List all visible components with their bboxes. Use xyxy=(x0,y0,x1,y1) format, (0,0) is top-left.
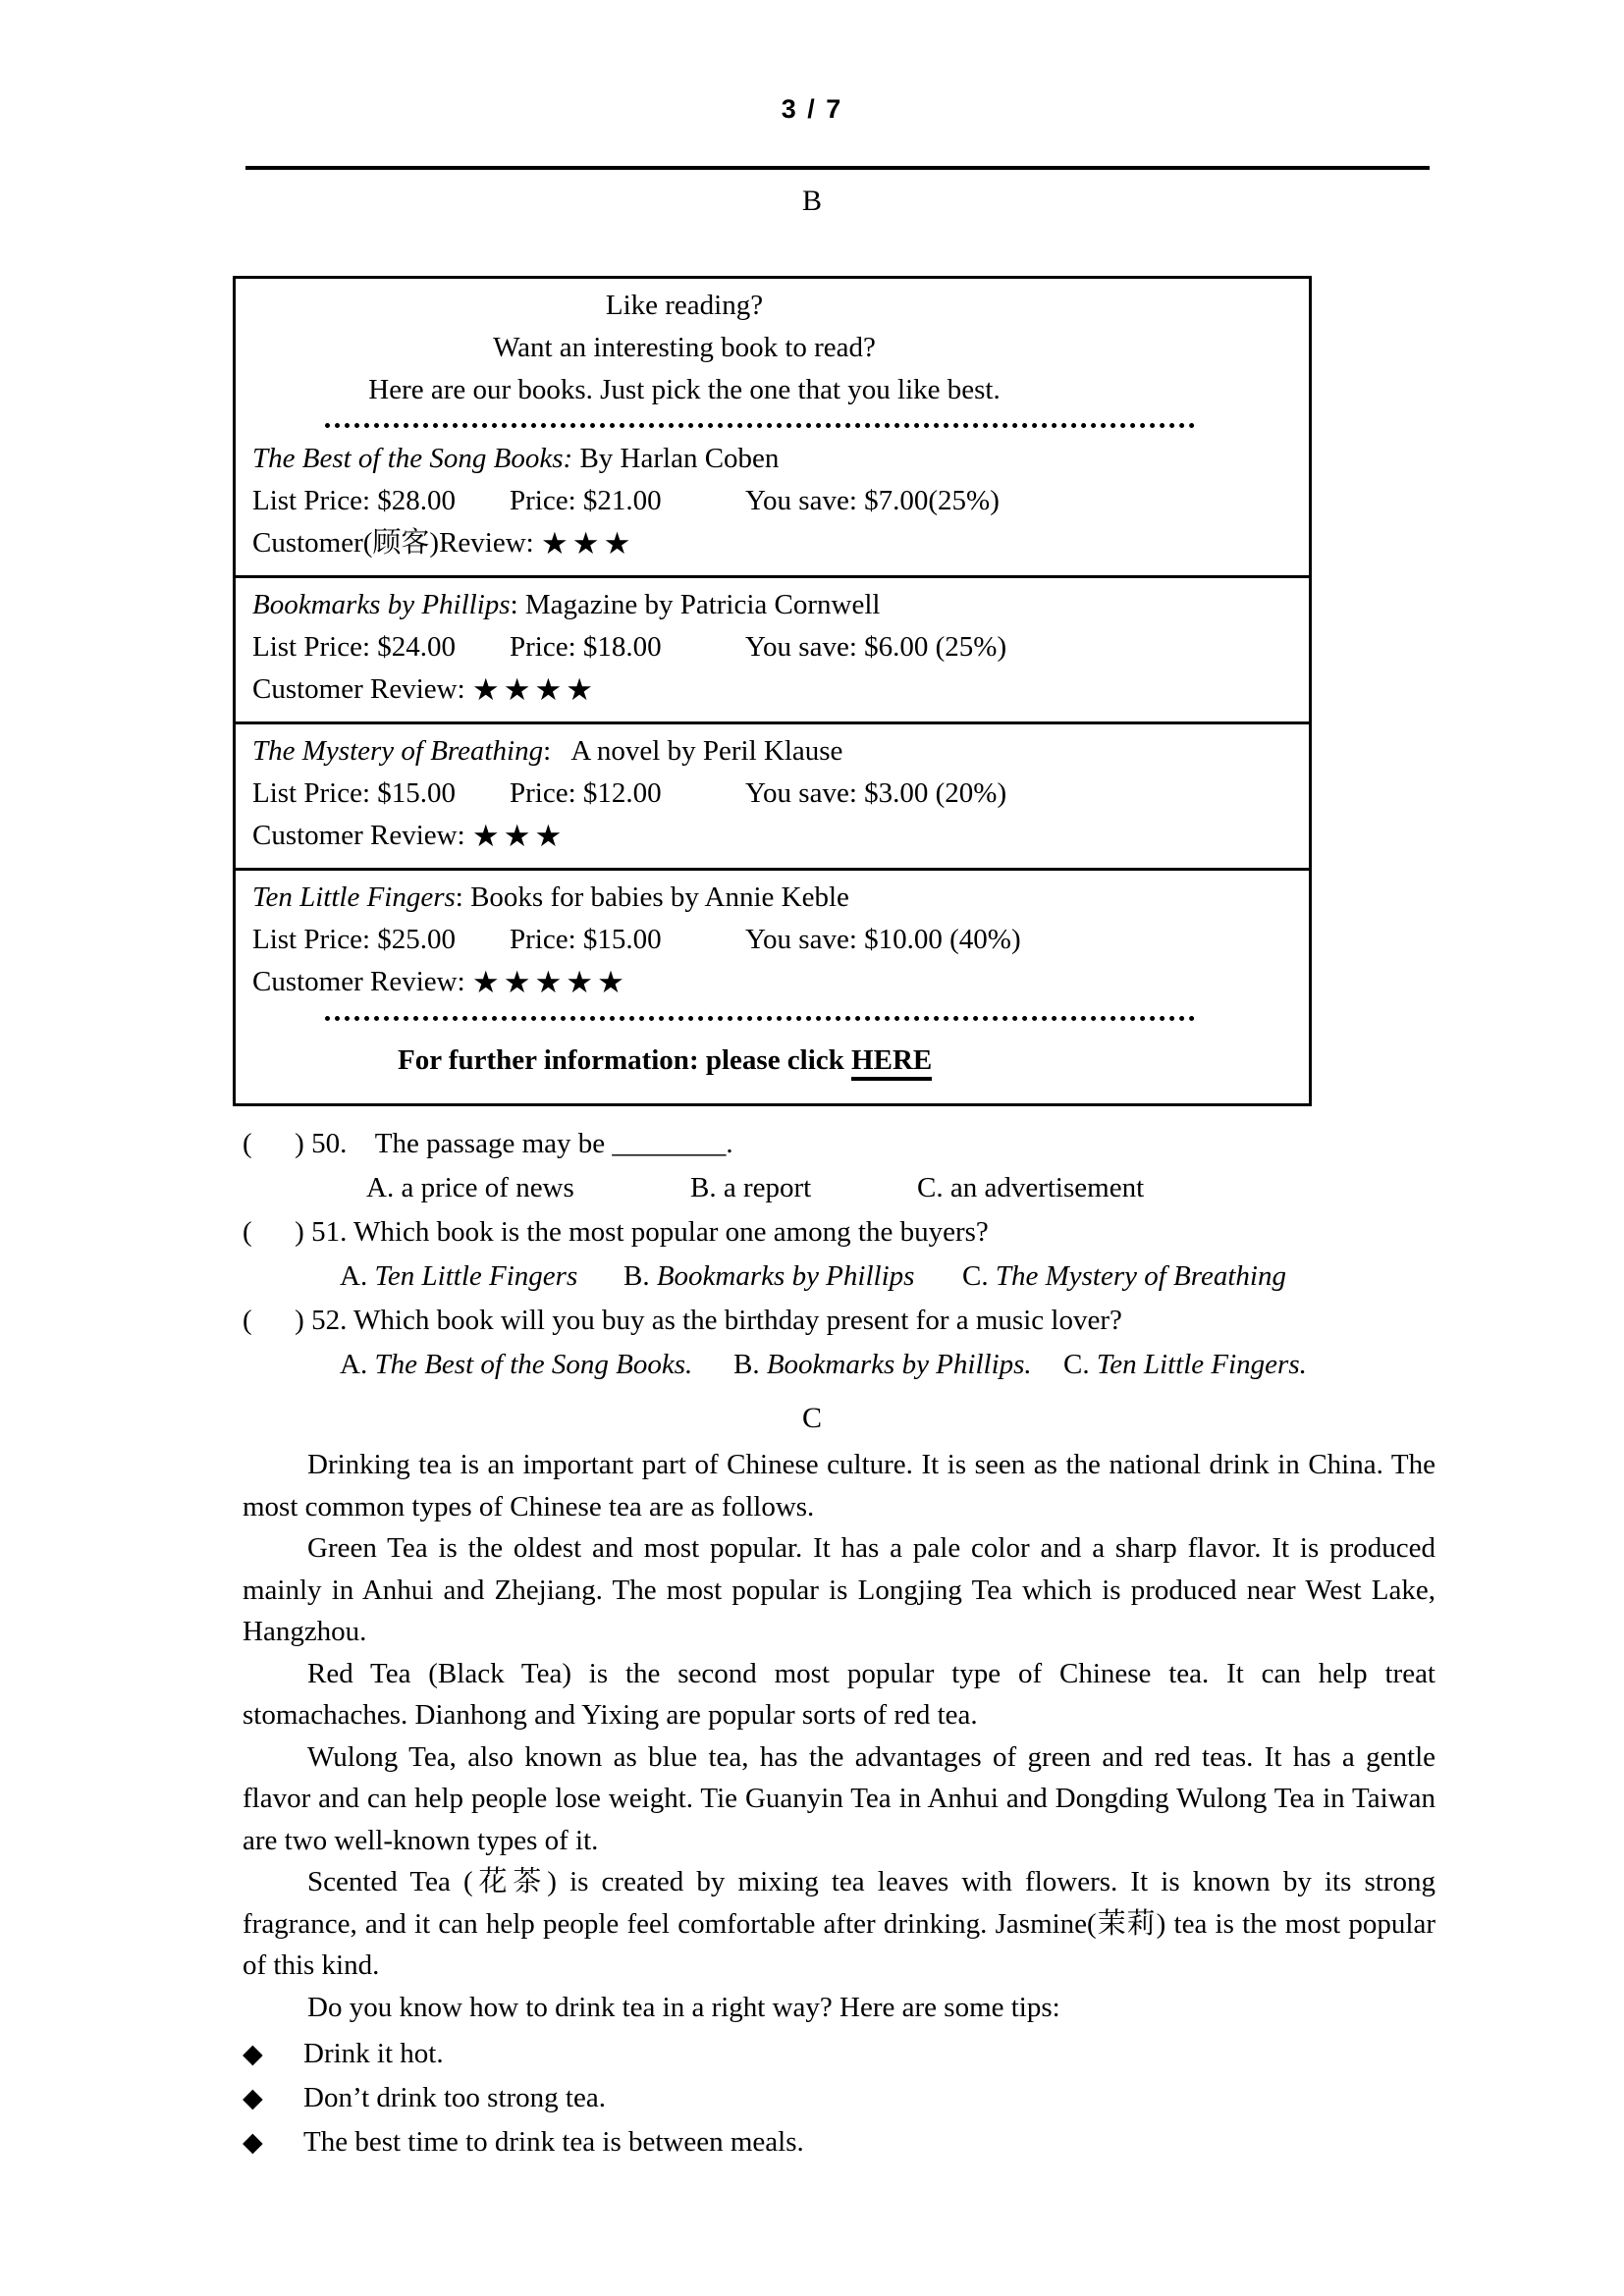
book-title: The Mystery of Breathing xyxy=(252,735,544,767)
book-price-line xyxy=(252,480,1299,522)
option-b xyxy=(690,1166,917,1210)
book-subtitle: : Books for babies by Annie Keble xyxy=(455,881,849,913)
tips-list xyxy=(243,2032,1435,2164)
list-price: List Price: $28.00 xyxy=(252,485,457,516)
diamond-bullet-icon: ◆ xyxy=(243,2127,263,2158)
option-letter: B. xyxy=(690,1172,724,1203)
option-letter: B. xyxy=(733,1349,767,1380)
passage-paragraph: Scented Tea (花茶) is created by mixing tea leaves with flowers. It is known by its strong fragrance, and it can help people feel comfortable after drinking. Jasmine(茉莉) tea is the most popular of this kind. xyxy=(243,1866,1435,1981)
list-price: List Price: $25.00 xyxy=(252,924,457,955)
option-text: a report xyxy=(723,1172,812,1203)
book-title-line xyxy=(252,438,1299,480)
review-label: Customer(顾客)Review: xyxy=(252,527,534,559)
passage-paragraph: Red Tea (Black Tea) is the second most popular type of Chinese tea. It can help treat stomachaches. Dianhong and Yixing are popular sorts of red tea. xyxy=(243,1657,1435,1731)
option-letter: A. xyxy=(340,1349,375,1380)
book-title: Ten Little Fingers xyxy=(252,881,456,913)
tip-text: Don’t drink too strong tea. xyxy=(303,2082,606,2113)
sale-price: Price: $12.00 xyxy=(510,777,662,809)
list-price: List Price: $24.00 xyxy=(252,631,457,663)
passage-paragraph: Wulong Tea, also known as blue tea, has the advantages of green and red teas. It has a gentle flavor and can help people lose weight. Tie Guanyin Tea in Anhui and Dongding Wulong Tea in Taiwan are two well-known types of it. xyxy=(243,1740,1435,1856)
review-label: Customer Review: xyxy=(252,820,465,851)
ad-header-line-1: Like reading? xyxy=(605,290,764,321)
review-label: Customer Review: xyxy=(252,966,465,997)
star-rating: ★★★ xyxy=(471,819,567,854)
passage-section xyxy=(243,1444,1435,2164)
book-review-line xyxy=(252,961,1299,1004)
option-text: Ten Little Fingers. xyxy=(1096,1349,1307,1380)
savings: You save: $3.00 (20%) xyxy=(745,777,1007,809)
dotted-separator xyxy=(325,423,1195,428)
question-50-options xyxy=(243,1166,1467,1210)
questions-section xyxy=(243,1122,1467,1387)
option-text: an advertisement xyxy=(949,1172,1145,1203)
book-price-line xyxy=(252,919,1299,961)
question-51: ( ) 51. Which book is the most popular one among the buyers? xyxy=(243,1216,989,1248)
option-a xyxy=(340,1255,623,1299)
book-title-line xyxy=(252,877,1299,919)
book-subtitle: By Harlan Coben xyxy=(572,443,780,474)
option-text: The Best of the Song Books. xyxy=(374,1349,693,1380)
ad-header-cell xyxy=(236,279,1309,575)
further-info-text: For further information: please click xyxy=(398,1044,852,1076)
option-a xyxy=(340,1343,733,1387)
book-entry xyxy=(236,868,1309,1103)
book-review-line xyxy=(252,522,1299,565)
option-text: a price of news xyxy=(401,1172,574,1203)
option-a xyxy=(366,1166,690,1210)
review-label: Customer Review: xyxy=(252,673,465,705)
list-price: List Price: $15.00 xyxy=(252,777,457,809)
option-text: Bookmarks by Phillips. xyxy=(766,1349,1032,1380)
sale-price: Price: $15.00 xyxy=(510,924,662,955)
book-price-line xyxy=(252,773,1299,815)
book-review-line xyxy=(252,668,1299,712)
question-52-options xyxy=(243,1343,1467,1387)
book-title: Bookmarks by Phillips xyxy=(252,589,511,620)
section-c-label: C xyxy=(801,1402,822,1434)
book-entry xyxy=(252,438,1299,565)
option-b xyxy=(623,1255,962,1299)
option-letter: C. xyxy=(917,1172,950,1203)
here-link[interactable]: HERE xyxy=(851,1044,932,1081)
tip-text: The best time to drink tea is between meals. xyxy=(303,2126,804,2158)
option-letter: A. xyxy=(366,1172,402,1203)
passage-paragraph: Drinking tea is an important part of Chinese culture. It is seen as the national drink in China. The most common types of Chinese tea are as follows. xyxy=(243,1449,1435,1522)
passage-paragraph: Do you know how to drink tea in a right way? Here are some tips: xyxy=(307,1991,1060,2023)
option-text: The Mystery of Breathing xyxy=(995,1260,1286,1292)
option-letter: A. xyxy=(340,1260,375,1292)
further-info-line xyxy=(252,1031,1299,1094)
tip-text: Drink it hot. xyxy=(303,2038,444,2069)
diamond-bullet-icon: ◆ xyxy=(243,2039,263,2069)
book-advertisement-box xyxy=(233,276,1312,1106)
book-entry xyxy=(236,721,1309,868)
savings: You save: $7.00(25%) xyxy=(745,485,1000,516)
option-letter: C. xyxy=(1063,1349,1097,1380)
book-title-line xyxy=(252,584,1299,626)
ad-header xyxy=(252,285,1116,411)
page-number: 3 / 7 xyxy=(781,94,843,124)
option-letter: B. xyxy=(623,1260,657,1292)
sale-price: Price: $18.00 xyxy=(510,631,662,663)
question-50: ( ) 50. The passage may be ________. xyxy=(243,1128,733,1159)
book-title-line xyxy=(252,730,1299,773)
option-c xyxy=(962,1255,1286,1299)
option-text: Bookmarks by Phillips xyxy=(656,1260,915,1292)
savings: You save: $6.00 (25%) xyxy=(745,631,1007,663)
book-subtitle: : A novel by Peril Klause xyxy=(543,735,843,767)
book-price-line xyxy=(252,626,1299,668)
header-rule xyxy=(245,166,1430,170)
option-text: Ten Little Fingers xyxy=(374,1260,578,1292)
dotted-separator xyxy=(325,1016,1195,1021)
book-entry xyxy=(236,575,1309,721)
tip-item xyxy=(243,2032,1435,2076)
ad-header-line-2: Want an interesting book to read? xyxy=(493,332,876,363)
star-rating: ★★★★★ xyxy=(471,965,628,1000)
option-letter: C. xyxy=(962,1260,996,1292)
tip-item xyxy=(243,2076,1435,2120)
question-52: ( ) 52. Which book will you buy as the birthday present for a music lover? xyxy=(243,1305,1122,1336)
option-b xyxy=(733,1343,1063,1387)
star-rating: ★★★ xyxy=(540,526,635,561)
passage-paragraph: Green Tea is the oldest and most popular. It has a pale color and a sharp flavor. It is produced mainly in Anhui and Zhejiang. The most popular is Longjing Tea which is produced near West Lake, Hangzhou. xyxy=(243,1532,1435,1647)
star-rating: ★★★★ xyxy=(471,672,598,708)
diamond-bullet-icon: ◆ xyxy=(243,2083,263,2113)
ad-header-line-3: Here are our books. Just pick the one that you like best. xyxy=(368,374,1001,405)
option-c xyxy=(917,1166,1144,1210)
option-c xyxy=(1063,1343,1307,1387)
book-title: The Best of the Song Books: xyxy=(252,443,573,474)
sale-price: Price: $21.00 xyxy=(510,485,662,516)
book-subtitle: : Magazine by Patricia Cornwell xyxy=(510,589,881,620)
book-review-line xyxy=(252,815,1299,858)
tip-item xyxy=(243,2120,1435,2164)
question-51-options xyxy=(243,1255,1467,1299)
section-b-label: B xyxy=(801,185,822,217)
savings: You save: $10.00 (40%) xyxy=(745,924,1021,955)
